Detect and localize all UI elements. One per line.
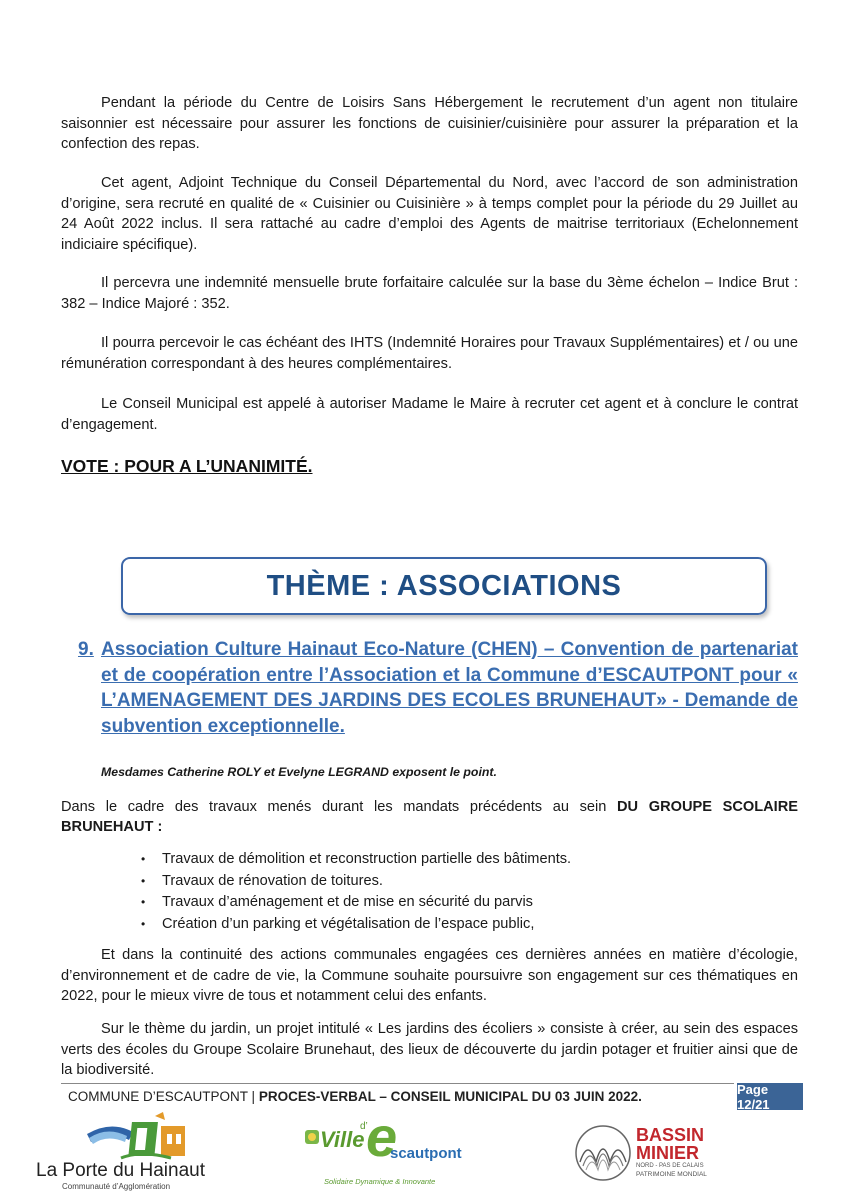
escautpont-slogan: Solidaire Dynamique & Innovante [324,1177,436,1186]
bassin-line2: MINIER [636,1143,699,1163]
porte-hainaut-emblem-icon [81,1112,191,1164]
paragraph-agent: Cet agent, Adjoint Technique du Conseil Départemental du Nord, avec l’accord de son administration d’origine, sera recruté en qualité de « Cuisinier ou Cuisinière » à temps complet pour la période du 29 Juillet au 24 Août 2022 inclus. Il sera rattaché au cadre d’emploi des Agents de maitrise territoriaux (Echelonnement indiciaire spécifique). [61,175,798,253]
list-item: • Travaux de rénovation de toitures. [141,871,571,893]
bassin-line1: BASSIN [636,1125,705,1145]
page-number-badge: Page 12/21 [737,1083,803,1110]
intro-bold: DU GROUPE SCOLAIRE BRUNEHAUT : [61,799,799,835]
theme-title: THÈME : ASSOCIATIONS [266,569,622,602]
porte-hainaut-name: La Porte du Hainaut [36,1160,206,1181]
footer-label [68,1087,642,1107]
bassin-minier-emblem-icon [574,1124,632,1182]
escautpont-d: d’ [360,1121,368,1132]
presenters-line: Mesdames Catherine ROLY et Evelyne LEGRAND exposent le point. [101,765,497,779]
theme-banner [121,557,767,615]
intro-text: Dans le cadre des travaux menés durant les mandats précédents au sein [61,799,617,815]
intro-paragraph [61,797,798,837]
escautpont-e: e [366,1105,398,1168]
paragraph-ihts: Il pourra percevoir le cas échéant des IHTS (Indemnité Horaires pour Travaux Supplémentaires) et / ou une rémunération correspondant à des heures complémentaires. [61,335,798,372]
works-list [141,849,571,935]
paragraph-indemnity: Il percevra une indemnité mensuelle brute forfaitaire calculée sur la base du 3ème échelon – Indice Brut : 382 – Indice Majoré : 352. [61,275,798,312]
escautpont-ville: Ville [320,1127,365,1152]
footer-title: PROCES-VERBAL – CONSEIL MUNICIPAL DU 03 JUIN 2022. [258,1089,642,1104]
item-number: 9. [78,639,94,660]
bassin-line3: NORD - PAS DE CALAIS [636,1163,704,1169]
footer-separator: | [251,1089,256,1104]
paragraph-recruitment: Pendant la période du Centre de Loisirs Sans Hébergement le recrutement d’un agent non titulaire saisonnier est nécessaire pour assurer les fonctions de cuisinier/cuisinière pour assurer la préparation et la confection des repas. [61,95,798,152]
paragraph-garden: Sur le thème du jardin, un projet intitulé « Les jardins des écoliers » consiste à créer, au sein des espaces verts des écoles du Groupe Scolaire Brunehaut, des lieux de découverte du jardin potager et fruitier ainsi que de la biodiversité. [61,1021,798,1078]
item-title: Association Culture Hainaut Eco-Nature (CHEN) – Convention de partenariat et de coopération entre l’Association et la Commune d’ESCAUTPONT pour « L’AMENAGEMENT DES JARDINS DES ECOLES BRUNEHAUT» - Demande de subvention exceptionnelle. [101,639,798,737]
bassin-minier-logo [574,1120,714,1192]
list-item: • Création d’un parking et végétalisation de l’espace public, [141,914,571,936]
footer-divider [61,1083,734,1084]
paragraph-council: Le Conseil Municipal est appelé à autoriser Madame le Maire à recruter cet agent et à conclure le contrat d’engagement. [61,396,798,433]
paragraph-continuity: Et dans la continuité des actions communales engagées ces dernières années en matière d’écologie, d’environnement et de cadre de vie, la Commune souhaite poursuivre son engagement sur ces thématiques en 2022, pour le mieux vivre de tous et notamment celui des enfants. [61,947,798,1004]
bassin-line4: PATRIMOINE MONDIAL [636,1171,707,1178]
porte-hainaut-subtitle: Communauté d’Agglomération [62,1182,171,1191]
escautpont-name: scautpont [390,1145,462,1162]
list-item: • Travaux de démolition et reconstruction partielle des bâtiments. [141,849,571,871]
escautpont-crest-icon [304,1129,320,1145]
list-item: • Travaux d’aménagement et de mise en sécurité du parvis [141,892,571,914]
escautpont-logo [296,1105,462,1193]
footer-commune: COMMUNE D’ESCAUTPONT [68,1089,248,1104]
porte-hainaut-logo [36,1112,226,1192]
vote-result: VOTE : POUR A L’UNANIMITÉ. [61,456,313,476]
